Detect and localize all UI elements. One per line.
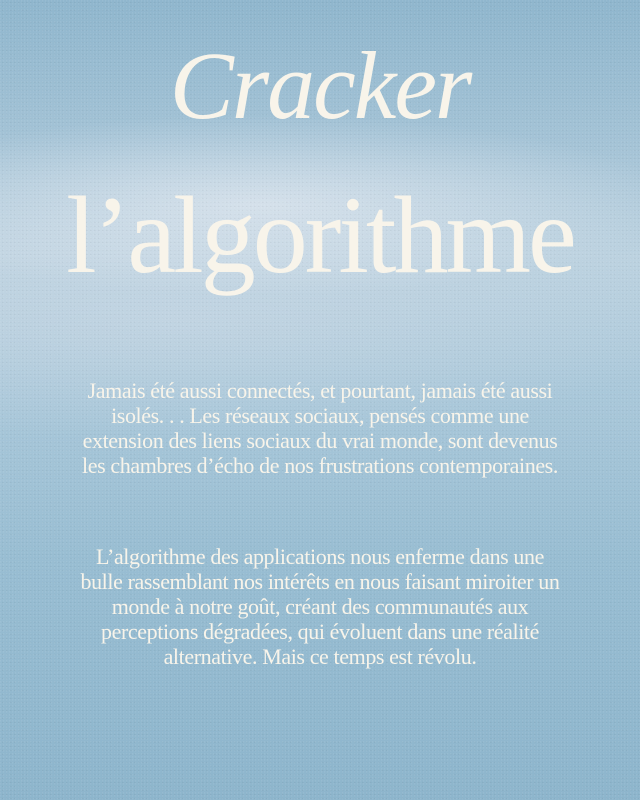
title-line-1: Cracker bbox=[169, 32, 471, 139]
title-line-2: l’algorithme bbox=[66, 174, 574, 296]
body-paragraph-2: L’algorithme des applications nous enferme dans une bulle rassemblant nos intérêts en nous faisant miroiter un monde à notre goût, créant des communautés aux perceptions dégradées, qui évoluent dans une réalité alternative. Mais ce temps est révolu. bbox=[80, 544, 560, 669]
body-paragraph-1: Jamais été aussi connectés, et pourtant, jamais été aussi isolés. . . Les réseaux sociaux, pensés comme une extension des liens sociaux du vrai monde, sont devenus les chambres d’écho de nos frustrations contemporaines. bbox=[82, 378, 558, 478]
